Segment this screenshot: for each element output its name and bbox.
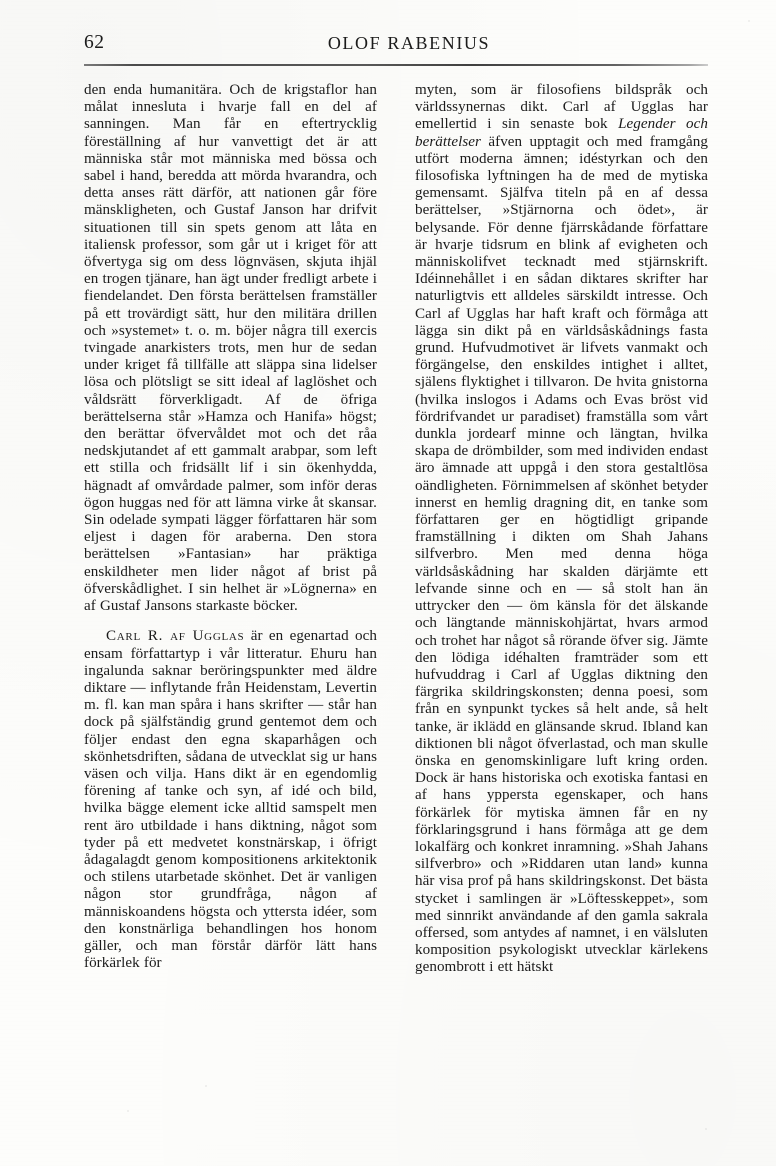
paragraph-left-2-text: är en egenartad och ensam författartyp i vår litteratur. Ehuru han ingalunda saknar beröringspunkter med äldre diktare — inflytande från Heidenstam, Levertin m. fl. kan man spåra i hans skrifter — står han dock på själfständig grund gentemot dem och följer endast den egna skaparhågen och skönhetsdriften, sådana de utvecklat sig ur hans väsen och vilja. Hans dikt är en egendomlig förening af tanke och syn, af idé och bild, hvilka bägge element icke alltid samspelt men rent äro utbildade i hans diktning, något som tyder på ett medvetet konstnärskap, i öfrigt ådagalagdt genom kompositionens arkitektonik och stilens utarbetade skönhet. Det är vanligen någon stor grundfråga, någon af människoandens högsta och yttersta idéer, som den konstnärliga behandlingen hos honom gäller, och man förstår därför lätt hans förkärlek för [84,628,377,972]
header-rule [84,64,708,66]
italic-book-title: Legender och berättelser [415,116,708,150]
paragraph-right-1-rest: äfven upptagit och med framgång utfört moderna ämnen; idéstyrkan och den filosofiska lyftningen ha de med de mytiska gemensamt. Själfva titeln på en af dessa berättelser, »Stjärnorna och ödet», är belysande. För denne fjärrskådande författare är hvarje tidsrum en blink af evigheten och människolifvet tecknadt med stjärnskrift. Idéinnehållet i en sådan diktares skrifter har naturligtvis ett alldeles särskildt intresse. Och Carl af Ugglas har haft kraft och förmåga att lägga sin dikt på en världsåskådnings fasta grund. Hufvudmotivet är lifvets vanmakt och förgängelse, den enskildes intighet i alltet, själens flyktighet i tillvaron. De hvita gnistorna (hvilka inslogos i Adams och Evas bröst vid fördrifvandet ur paradiset) framställa som vårt dunkla jordearf minne och längtan, hvilka skapa de drömbilder, som med individen endast äro ämnade att uppgå i den stora gestaltlösa oändligheten. Förnimmelsen af skönhet betyder innerst en hemlig dragning dit, en tanke som författaren ger en högtidligt gripande framställning i dikten om Shah Jahans silfverbro. Men med denna höga världsåskådning har skalden därjämte ett lefvande sinne och en — så stolt han än uttrycker den — öm känsla för det älskande och längtande människohjärtat, hvars armod och trohet har något så rörande öfver sig. Jämte den lödiga idéhalten framträder som ett hufvuddrag i Carl af Ugglas diktning den färgrika skildringskonsten; denna poesi, som från en synpunkt tyckes så helt ande, så helt tanke, är iklädd en glänsande skrud. Ibland kan diktionen bli något öfverlastad, och man skulle önska en genomskinligare luft kring orden. Dock är hans historiska och exotiska fantasi en af hans yppersta egenskaper, och hans förkärlek för mytiska ämnen får en ny förklaringsgrund i hans förmåga att ge dem lokalfärg och konkret inramning. »Shah Jahans silfverbro» och »Riddaren utan land» kunna här visa prof på hans skildringskonst. Det bästa stycket i samlingen är »Löftesskeppet», som med sinnrikt användande af den gamla sakrala offersed, som antydes af namnet, i en välsluten komposition psykologiskt utvecklar kärlekens genombrott i ett hätskt [415,133,708,976]
paragraph-left-2 [84,628,377,972]
page-content-area [84,30,708,1120]
left-column [84,82,377,977]
paragraph-right-1-lead: myten, som är filosofiens bildspråk och världssynernas dikt. Carl af Ugglas har emellertid i sin senaste bok [415,82,708,133]
paragraph-left-1: den enda humanitära. Och de krigstaflor han målat innesluta i hvarje fall en del af sanningen. Man får en eftertrycklig föreställning af hur vanvettigt det är att människa står mot människa med bössa och sabel i hand, beredda att mörda hvarandra, och detta anses rätt därför, att nationen går före mänskligheten, och Gustaf Janson har drifvit situationen till sin spets genom att låta en italiensk professor, som går ut i kriget för att öfvertyga sig om dess lögnväsen, skjuta ihjäl en trogen tjänare, han ägt under fredligt arbete i fiendelandet. Den första berättelsen framställer på ett trovärdigt sätt, hur den militära drillen och »systemet» t. o. m. böjer några till exercis tvingade anarkisters trots, men hur de sedan under kriget få tillfälle att släppa sina lidelser lösa och plötsligt se sitt ideal af laglöshet och våldsrätt förverkligadt. Af de öfriga berättelserna står »Hamza och Hanifa» högst; den berättar öfvervåldet mot och det råa nedskjutandet af ett gammalt arabpar, som left ett stilla och fridsällt lif i sin ökenhydda, hägnadt af omvårdade palmer, som inför deras ögon huggas ned för att lämna virke åt skansar. Sin odelade sympati lägger författaren här som eljest i dagen för araberna. Den stora berättelsen »Fantasian» har präktiga enskildheter men lider något af brist på öfverskådlighet. I sin helhet är »Lögnerna» en af Gustaf Jansons starkaste böcker. [84,82,377,615]
running-head [84,30,708,64]
small-caps-author-name: Carl R. af Ugglas [106,628,245,645]
paragraph-right-1 [415,82,708,977]
page-number: 62 [84,32,105,53]
running-title: OLOF RABENIUS [327,33,491,53]
two-column-body [84,82,708,977]
right-column [415,82,708,977]
